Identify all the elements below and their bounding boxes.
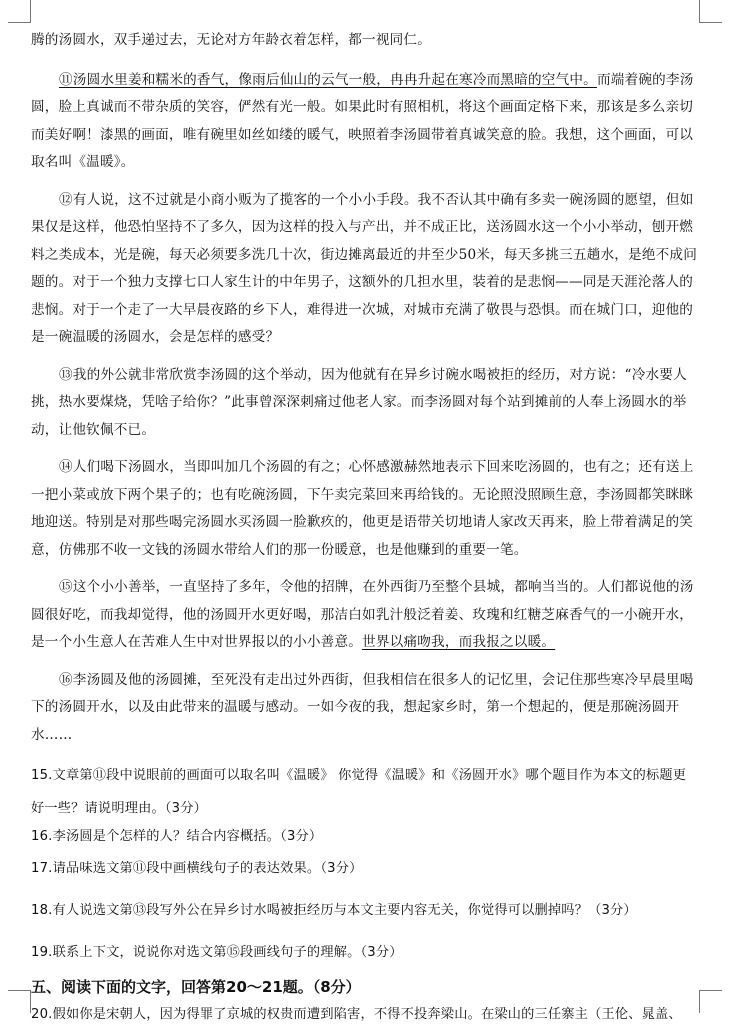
passage-paragraph-top: 腾的汤圆水，双手递过去，无论对方年龄衣着怎样，都一视同仁。	[31, 32, 432, 48]
question-18: 18.有人说选文第⑬段写外公在异乡讨水喝被拒经历与本文主要内容无关，你觉得可以删掉吗？（3分）	[31, 903, 637, 918]
document-page	[31, 27, 699, 1025]
question-20: 20.假如你是宋朝人，因为得罪了京城的权贵而遭到陷害，不得不投奔梁山。在梁山的三任寨主（王伦、晁盖、	[31, 1007, 682, 1022]
passage-paragraph-12: ⑫有人说，这不过就是小商小贩为了揽客的一个小小手段。我不否认其中确有多卖一碗汤圆的愿望，但如果仅是这样，他恐怕坚持不了多久，因为这样的投入与产出，并不成正比，送汤圆水这一个小小举动，刨开燃料之类成本，光是碗，每天必须要多洗几十次，街边摊离最近的井至少50米，每天多挑三五趟水，是绝不成问题的。对于一个独力支撑七口人家生计的中年男子，这额外的几担水里，装着的是悲悯——同是天涯沦落人的悲悯。对于一个走了一大早晨夜路的乡下人，难得进一次城，对城市充满了敬畏与恐惧。而在城门口，迎他的是一碗温暖的汤圆水，会是怎样的感受？	[31, 191, 697, 345]
reading-passage	[31, 27, 699, 749]
paragraph-15-rest: ⑮这个小小善举，一直坚持了多年，令他的招牌，在外西街乃至整个县城，都响当当的。人们都说他的汤圆很好吃，而我却觉得，他的汤圆开水更好喝，那洁白如乳汁般泛着姜、玫瑰和红糖芝麻香气的一小碗开水，是一个小生意人在苦难人生中对世界报以的小小善意。	[31, 579, 694, 650]
question-list	[31, 759, 699, 963]
passage-paragraph-15	[31, 574, 699, 657]
underlined-sentence-11: ⑪汤圆水里姜和糯米的香气，像雨后仙山的云气一般，冉冉升起在寒冷而黑暗的空气中。	[59, 71, 597, 88]
passage-paragraph-14: ⑭人们喝下汤圆水，当即叫加几个汤圆的有之；心怀感激赫然地表示下回来吃汤圆的，也有之；还有送上一把小菜或放下两个果子的；也有吃碗汤圆，下午卖完菜回来再给钱的。无论照没照顾生意，李汤圆都笑眯眯地迎送。特别是对那些喝完汤圆水买汤圆一脸歉疚的，他更是语带关切地请人家改天再来，脸上带着满足的笑意，仿佛那不收一文钱的汤圆水带给人们的那一份暖意，也是他赚到的重要一笔。	[31, 459, 694, 558]
crop-mark-bottom-left	[8, 990, 31, 1013]
underlined-sentence-15: 世界以痛吻我，而我报之以暖。	[362, 634, 556, 650]
section-5-heading: 五、阅读下面的文字，回答第20～21题。（8分）	[31, 978, 361, 996]
passage-paragraph-11	[31, 67, 699, 177]
crop-mark-top-left	[8, 0, 31, 23]
passage-paragraph-13: ⑬我的外公就非常欣赏李汤圆的这个举动，因为他就有在异乡讨碗水喝被拒的经历，对方说：“冷水要人挑，热水要煤烧，凭啥子给你？”此事曾深深刺痛过他老人家。而李汤圆对每个站到摊前的人奉上汤圆水的举动，让他钦佩不已。	[31, 366, 687, 438]
question-19: 19.联系上下文，说说你对选文第⑮段画线句子的理解。（3分）	[31, 945, 403, 960]
paragraph-11-rest: 而端着碗的李汤圆，脸上真诚而不带杂质的笑容，俨然有光一般。如果此时有照相机，将这个画面定格下来，那该是多么亲切而美好啊！漆黑的画面，唯有碗里如丝如缕的暖气，映照着李汤圆带着真诚笑意的脸。我想，这个画面，可以取名叫《温暖》。	[31, 71, 694, 170]
question-16: 16.李汤圆是个怎样的人？结合内容概括。（3分）	[31, 829, 323, 844]
question-15: 15.文章第⑪段中说眼前的画面可以取名叫《温暖》 你觉得《温暖》和《汤圆开水》哪个题目作为本文的标题更好一些？请说明理由。（3分）	[31, 768, 687, 816]
question-17: 17.请品味选文第⑪段中画横线句子的表达效果。（3分）	[31, 861, 363, 876]
crop-mark-top-right	[699, 0, 722, 23]
passage-paragraph-16: ⑯李汤圆及他的汤圆摊，至死没有走出过外西街，但我相信在很多人的记忆里，会记住那些寒冷早晨里喝下的汤圆开水，以及由此带来的温暖与感动。一如今夜的我，想起家乡时，第一个想起的，便是那碗汤圆开水……	[31, 671, 694, 743]
crop-mark-bottom-right	[699, 990, 722, 1013]
